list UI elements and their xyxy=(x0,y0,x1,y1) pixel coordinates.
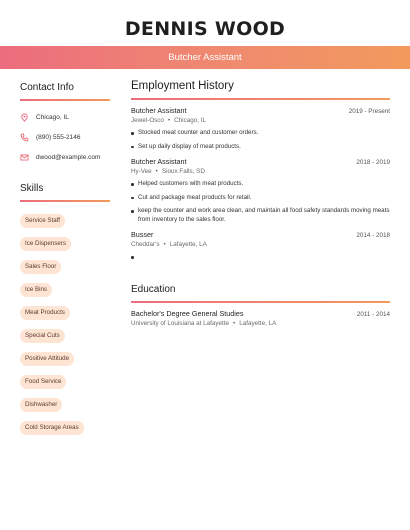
job-location: Chicago, IL xyxy=(174,117,206,124)
job-bullet: Cut and package meat products for retail. xyxy=(138,194,390,203)
job-bullets xyxy=(131,180,390,224)
job-location: Sioux Falls, SD xyxy=(161,168,205,175)
education-school: University of Louisiana at Lafayette • Lafayette, LA xyxy=(131,320,277,327)
job-dates: 2019 - Present xyxy=(348,108,390,115)
skill-chip: Positive Attitude xyxy=(20,352,74,366)
skill-chip: Sales Floor xyxy=(20,260,61,274)
education-dates: 2011 - 2014 xyxy=(356,311,390,318)
skill-chip: Ice Bins xyxy=(20,283,52,297)
phone-icon xyxy=(20,133,29,142)
education-section xyxy=(131,284,390,327)
degree-title: Bachelor's Degree General Studies xyxy=(131,309,244,318)
contact-list xyxy=(20,107,110,167)
job-company: Jewel-Osco xyxy=(131,117,164,124)
job-dates: 2014 - 2018 xyxy=(356,232,390,239)
job-title-banner: Butcher Assistant xyxy=(0,46,410,69)
job-bullet: Set up daily display of meat products. xyxy=(138,143,390,152)
skill-chip: Food Service xyxy=(20,375,66,389)
skill-chip: Cold Storage Areas xyxy=(20,421,84,435)
job-employer: Hy-Vee • Sioux Falls, SD xyxy=(131,168,205,175)
school-location: Lafayette, LA xyxy=(239,320,277,327)
location-pin-icon xyxy=(20,113,29,122)
education-heading: Education xyxy=(131,284,176,295)
skill-list xyxy=(20,209,110,439)
job-company: Cheddar's xyxy=(131,241,160,248)
job-title: Busser xyxy=(131,230,154,239)
contact-location xyxy=(20,107,110,127)
education-entry xyxy=(131,309,390,327)
job-dates: 2018 - 2019 xyxy=(356,159,390,166)
skill-chip: Dishwasher xyxy=(20,398,62,412)
skills-divider xyxy=(20,200,110,202)
contact-phone-text[interactable]: (890) 555-2146 xyxy=(36,133,81,141)
job-location: Lafayette, LA xyxy=(169,241,207,248)
left-column xyxy=(20,82,110,439)
education-divider xyxy=(131,301,390,303)
job-bullet: Stocked meat counter and customer orders. xyxy=(138,129,390,138)
contact-location-text: Chicago, IL xyxy=(36,113,69,121)
job-bullet: Helped customers with meat products. xyxy=(138,180,390,189)
school-name: University of Louisiana at Lafayette xyxy=(131,320,230,327)
employment-section xyxy=(131,80,390,253)
contact-email-text[interactable]: dwood@example.com xyxy=(36,153,101,161)
skill-chip: Service Staff xyxy=(20,214,65,228)
job-entry xyxy=(131,106,390,151)
skill-chip: Meat Products xyxy=(20,306,70,320)
job-bullets xyxy=(131,129,390,151)
employment-divider xyxy=(131,98,390,100)
job-employer: Cheddar's • Lafayette, LA xyxy=(131,241,207,248)
skill-chip: Ice Dispensers xyxy=(20,237,71,251)
job-entry xyxy=(131,157,390,224)
email-icon xyxy=(20,153,29,162)
skill-chip: Special Cuts xyxy=(20,329,65,343)
job-company: Hy-Vee xyxy=(131,168,152,175)
job-title: Butcher Assistant xyxy=(131,157,187,166)
employment-heading: Employment History xyxy=(131,80,234,92)
contact-divider xyxy=(20,99,110,101)
job-title: Butcher Assistant xyxy=(131,106,187,115)
skills-heading: Skills xyxy=(20,183,44,194)
contact-email xyxy=(20,147,110,167)
contact-heading: Contact Info xyxy=(20,82,74,93)
job-employer: Jewel-Osco • Chicago, IL xyxy=(131,117,206,124)
candidate-name: DENNIS WOOD xyxy=(124,18,286,40)
job-bullet: keep the counter and work area clean, and maintain all food safety standards moving meats from inventory to the sales floor. xyxy=(138,207,390,223)
contact-phone xyxy=(20,127,110,147)
job-entry xyxy=(131,230,390,248)
